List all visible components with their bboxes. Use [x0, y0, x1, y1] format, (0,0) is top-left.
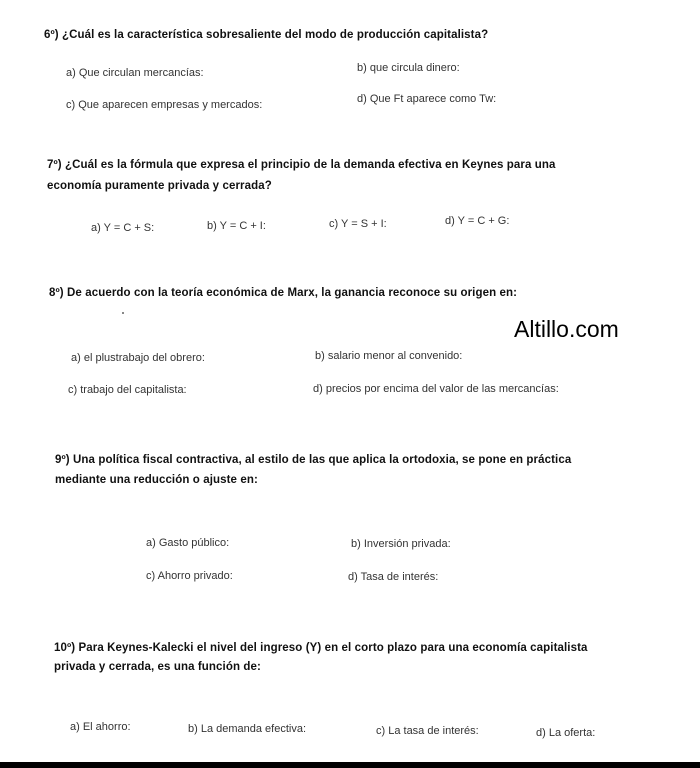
q9-option-a: a) Gasto público: — [146, 537, 230, 549]
question-9-line-2: mediante una reducción o ajuste en: — [55, 474, 258, 486]
q8-option-a: a) el plustrabajo del obrero: — [71, 352, 205, 364]
question-9-line-1: 9º) Una política fiscal contractiva, al estilo de las que aplica la ortodoxia, se pone en práctica — [55, 454, 572, 466]
q10-option-c: c) La tasa de interés: — [376, 725, 479, 737]
q7-option-d: d) Y = C + G: — [445, 215, 510, 227]
q6-option-d: d) Que Ft aparece como Tw: — [357, 93, 497, 105]
bottom-border — [0, 762, 700, 768]
q10-option-d: d) La oferta: — [536, 727, 596, 739]
question-8: 8º) De acuerdo con la teoría económica de Marx, la ganancia reconoce su origen en: — [49, 287, 518, 299]
q9-option-d: d) Tasa de interés: — [348, 571, 439, 583]
q7-option-c: c) Y = S + I: — [329, 218, 387, 230]
question-6: 6º) ¿Cuál es la característica sobresaliente del modo de producción capitalista? — [44, 29, 489, 41]
watermark: Altillo.com — [514, 316, 619, 342]
q9-option-b: b) Inversión privada: — [351, 538, 451, 550]
question-10-line-2: privada y cerrada, es una función de: — [54, 661, 261, 673]
q8-option-b: b) salario menor al convenido: — [315, 350, 463, 362]
scan-speck — [122, 312, 124, 314]
question-7-line-2: economía puramente privada y cerrada? — [47, 180, 272, 192]
q10-option-b: b) La demanda efectiva: — [188, 723, 307, 735]
q10-option-a: a) El ahorro: — [70, 721, 131, 733]
q6-option-c: c) Que aparecen empresas y mercados: — [66, 99, 263, 111]
q7-option-a: a) Y = C + S: — [91, 222, 155, 234]
question-10-line-1: 10º) Para Keynes-Kalecki el nivel del ingreso (Y) en el corto plazo para una economía capitalista — [54, 642, 588, 654]
q6-option-b: b) que circula dinero: — [357, 62, 460, 74]
q7-option-b: b) Y = C + I: — [207, 220, 266, 232]
q6-option-a: a) Que circulan mercancías: — [66, 67, 204, 79]
q8-option-c: c) trabajo del capitalista: — [68, 384, 187, 396]
question-7-line-1: 7º) ¿Cuál es la fórmula que expresa el principio de la demanda efectiva en Keynes para una — [47, 159, 556, 171]
q8-option-d: d) precios por encima del valor de las mercancías: — [313, 383, 559, 395]
q9-option-c: c) Ahorro privado: — [146, 570, 233, 582]
